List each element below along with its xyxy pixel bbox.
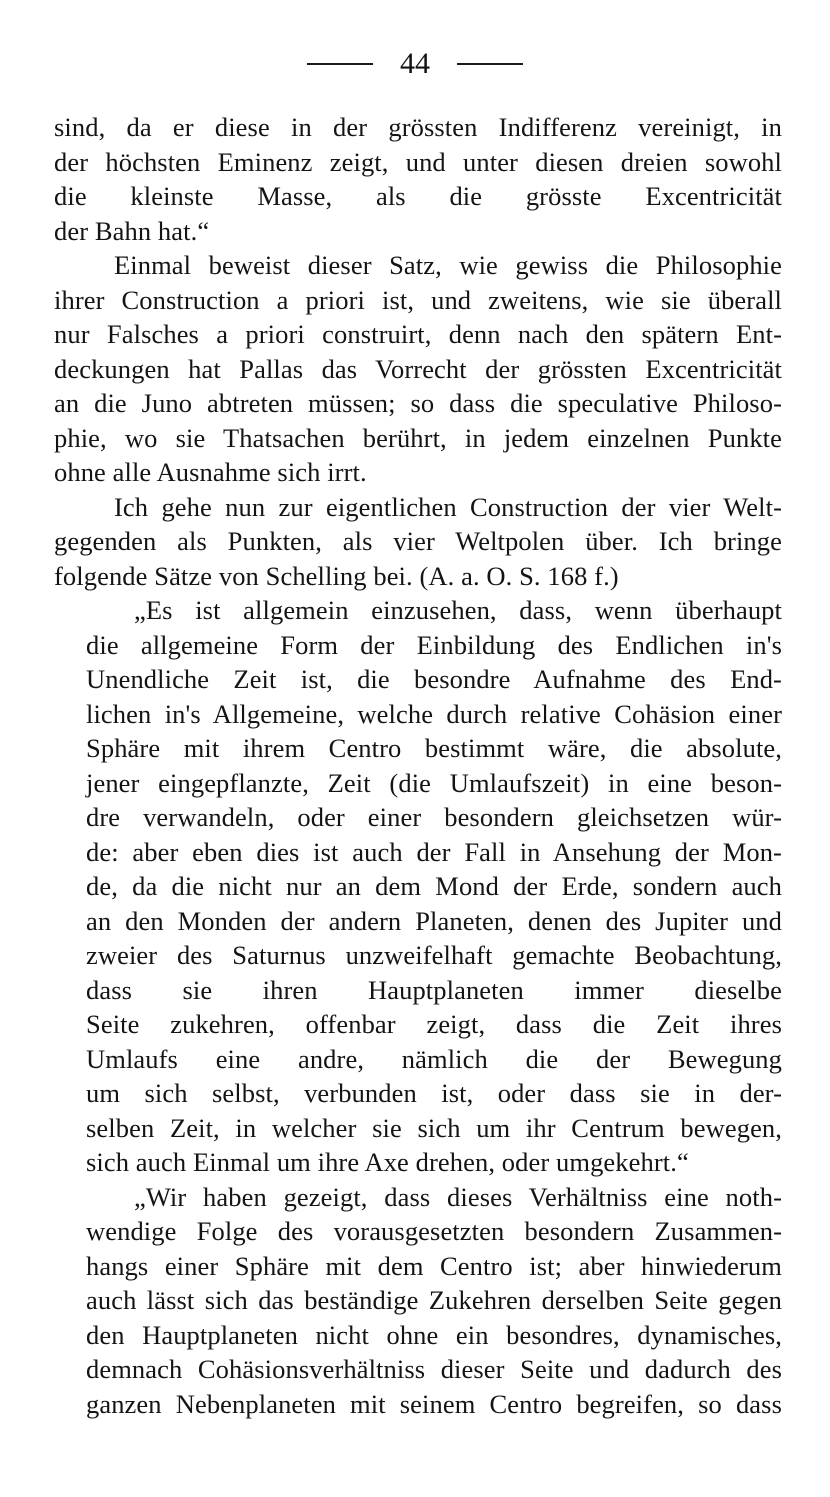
text-line: hangs einer Sphäre mit dem Centro ist; aber hinwiederum (86, 1250, 782, 1281)
text-line: dre verwandeln, oder einer besondern gleichsetzen wür- (86, 802, 782, 832)
text-line: auch lässt sich das beständige Zukehren derselben Seite gegen (86, 1285, 782, 1315)
text-line: ihrer Construction a priori ist, und zweitens, wie sie überall (54, 284, 782, 315)
text-line: sind, da er diese in der grössten Indifferenz vereinigt, in (54, 112, 782, 142)
text-line: sich auch Einmal um ihre Axe drehen, oder umgekehrt.“ (86, 1147, 689, 1177)
text-line: de, da die nicht nur an dem Mond der Erde, sondern auch (86, 871, 782, 901)
text-line: Einmal beweist dieser Satz, wie gewiss die Philosophie (114, 250, 782, 280)
text-line: deckungen hat Pallas das Vorrecht der grössten Excentricität (54, 353, 782, 384)
page-header (0, 44, 830, 84)
text-line: demnach Cohäsionsverhältniss dieser Seite und dadurch des (86, 1354, 782, 1384)
text-line: gegenden als Punkten, als vier Weltpolen über. Ich bringe (54, 526, 782, 556)
text-line: Umlaufs eine andre, nämlich die der Bewegung (86, 1043, 782, 1074)
text-line: wendige Folge des vorausgesetzten besondern Zusammen- (86, 1216, 782, 1246)
text-line: die allgemeine Form der Einbildung des Endlichen in's (86, 629, 782, 660)
text-line: nur Falsches a priori construirt, denn nach den spätern Ent- (54, 319, 782, 349)
text-line: „Es ist allgemein einzusehen, dass, wenn überhaupt (134, 595, 782, 625)
text-line: Seite zukehren, offenbar zeigt, dass die Zeit ihres (86, 1009, 782, 1039)
text-line: um sich selbst, verbunden ist, oder dass sie in der- (86, 1078, 782, 1108)
page-number: 44 (400, 47, 430, 80)
header-rule-right (457, 63, 523, 65)
text-line: an den Monden der andern Planeten, denen des Jupiter und (86, 905, 782, 936)
text-line: „Wir haben gezeigt, dass dieses Verhältniss eine noth- (134, 1181, 782, 1212)
text-line: Sphäre mit ihrem Centro bestimmt wäre, die absolute, (86, 733, 782, 763)
text-line: ganzen Nebenplaneten mit seinem Centro begreifen, so dass (86, 1388, 782, 1419)
text-line: lichen in's Allgemeine, welche durch relative Cohäsion einer (86, 698, 782, 729)
text-line: ohne alle Ausnahme sich irrt. (54, 457, 367, 487)
text-line: folgende Sätze von Schelling bei. (A. a. O. S. 168 f.) (54, 560, 619, 591)
text-line: an die Juno abtreten müssen; so dass die speculative Philoso- (54, 388, 782, 418)
text-line: Ich gehe nun zur eigentlichen Construction der vier Welt- (114, 491, 782, 522)
text-line: phie, wo sie Thatsachen berührt, in jedem einzelnen Punkte (54, 422, 782, 453)
text-line: dass sie ihren Hauptplaneten immer dieselbe (86, 974, 782, 1005)
text-line: die kleinste Masse, als die grösste Excentricität (54, 181, 782, 211)
text-line: zweier des Saturnus unzweifelhaft gemachte Beobachtung, (86, 940, 782, 970)
text-line: der Bahn hat.“ (54, 215, 210, 246)
text-line: selben Zeit, in welcher sie sich um ihr Centrum bewegen, (86, 1112, 782, 1143)
text-line: jener eingepflanzte, Zeit (die Umlaufszeit) in eine beson- (86, 767, 782, 798)
text-line: den Hauptplaneten nicht ohne ein besondres, dynamisches, (86, 1319, 782, 1350)
text-line: der höchsten Eminenz zeigt, und unter diesen dreien sowohl (54, 146, 782, 177)
text-line: Unendliche Zeit ist, die besondre Aufnahme des End- (86, 664, 782, 694)
body-text (54, 110, 782, 1421)
header-rule-left (307, 63, 373, 65)
text-line: de: aber eben dies ist auch der Fall in Ansehung der Mon- (86, 836, 782, 867)
